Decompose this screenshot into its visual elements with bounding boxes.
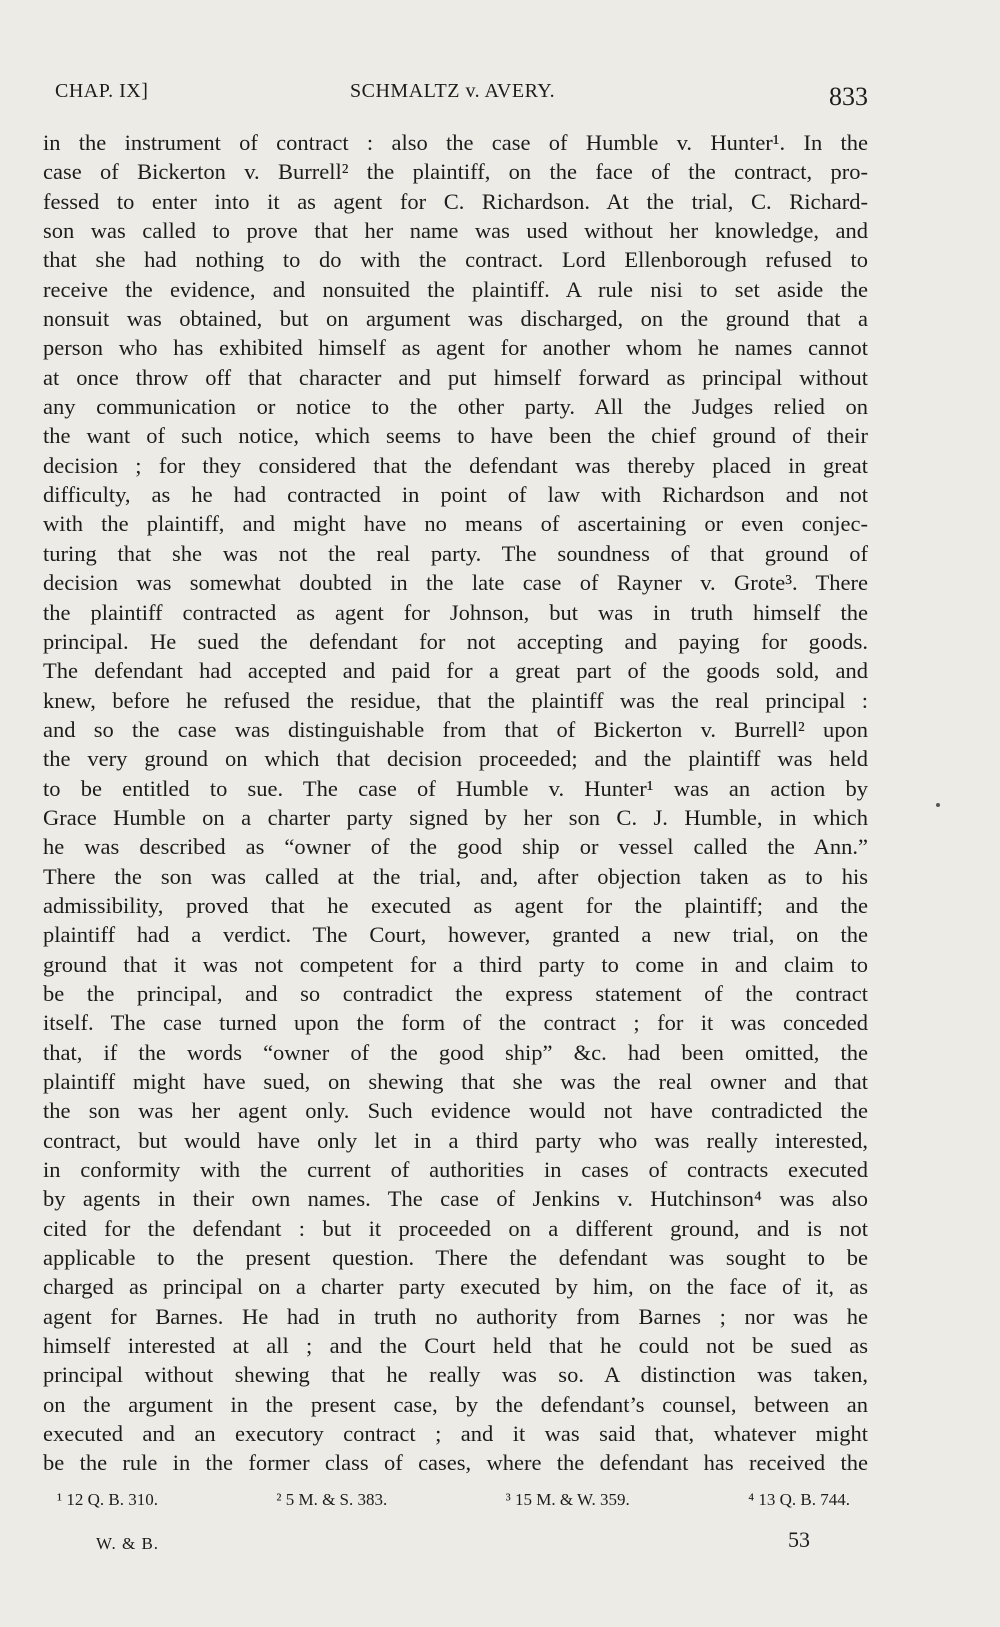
footnotes	[57, 1490, 850, 1514]
text-line: and so the case was distinguishable from that of Bickerton v. Burrell² upon	[43, 716, 868, 742]
text-line: on the argument in the present case, by the defendant’s counsel, between an	[43, 1391, 868, 1417]
text-line: that she had nothing to do with the contract. Lord Ellenborough refused to	[43, 247, 868, 273]
text-line: he was described as “owner of the good ship or vessel called the Ann.”	[43, 834, 868, 860]
text-line: difficulty, as he had contracted in point of law with Richardson and not	[43, 482, 868, 508]
body-text	[43, 128, 868, 1478]
text-line: principal. He sued the defendant for not accepting and paying for goods.	[43, 628, 868, 654]
text-line: nonsuit was obtained, but on argument was discharged, on the ground that a	[43, 306, 868, 332]
text-line: with the plaintiff, and might have no means of ascertaining or even conjec-	[43, 511, 868, 537]
footnote: ⁴ 13 Q. B. 744.	[748, 1490, 850, 1509]
chapter-label: CHAP. IX]	[55, 80, 149, 102]
text-line: the son was her agent only. Such evidence would not have contradicted the	[43, 1098, 868, 1124]
text-line: the very ground on which that decision proceeded; and the plaintiff was held	[43, 746, 868, 772]
text-line: admissibility, proved that he executed as agent for the plaintiff; and the	[43, 892, 868, 918]
text-line: decision was somewhat doubted in the late case of Rayner v. Grote³. There	[43, 570, 868, 596]
text-line: case of Bickerton v. Burrell² the plaintiff, on the face of the contract, pro-	[43, 159, 868, 185]
text-line: be the principal, and so contradict the express statement of the contract	[43, 980, 868, 1006]
text-line: receive the evidence, and nonsuited the plaintiff. A rule nisi to set aside the	[43, 276, 868, 302]
text-line: son was called to prove that her name was used without her knowledge, and	[43, 218, 868, 244]
text-line: person who has exhibited himself as agent for another whom he names cannot	[43, 335, 868, 361]
text-line: in the instrument of contract : also the case of Humble v. Hunter¹. In the	[43, 130, 868, 155]
text-line: agent for Barnes. He had in truth no authority from Barnes ; nor was he	[43, 1303, 868, 1329]
footnote: ³ 15 M. & W. 359.	[505, 1490, 630, 1509]
text-line: fessed to enter into it as agent for C. Richardson. At the trial, C. Richard-	[43, 188, 868, 214]
text-line: at once throw off that character and put himself forward as principal without	[43, 364, 868, 390]
text-line: decision ; for they considered that the defendant was thereby placed in great	[43, 452, 868, 478]
text-line: the plaintiff contracted as agent for Johnson, but was in truth himself the	[43, 599, 868, 625]
text-line: that, if the words “owner of the good ship” &c. had been omitted, the	[43, 1039, 868, 1065]
text-line: turing that she was not the real party. The soundness of that ground of	[43, 540, 868, 566]
signature-mark: 53	[788, 1527, 810, 1552]
text-line: to be entitled to sue. The case of Humble v. Hunter¹ was an action by	[43, 775, 868, 801]
margin-speck	[936, 803, 940, 807]
text-line: any communication or notice to the other party. All the Judges relied on	[43, 394, 868, 420]
text-line: charged as principal on a charter party executed by him, on the face of it, as	[43, 1274, 868, 1300]
text-line: applicable to the present question. There the defendant was sought to be	[43, 1245, 868, 1271]
text-line: knew, before he refused the residue, that the plaintiff was the real principal :	[43, 687, 868, 713]
text-line: be the rule in the former class of cases, where the defendant has received the	[43, 1450, 868, 1476]
text-line: ground that it was not competent for a third party to come in and claim to	[43, 951, 868, 977]
text-line: contract, but would have only let in a third party who was really interested,	[43, 1127, 868, 1153]
running-title: SCHMALTZ v. AVERY.	[350, 80, 556, 102]
text-line: the want of such notice, which seems to have been the chief ground of their	[43, 423, 868, 449]
text-line: cited for the defendant : but it proceeded on a different ground, and is not	[43, 1215, 868, 1241]
text-line: The defendant had accepted and paid for a great part of the goods sold, and	[43, 658, 868, 684]
text-line: principal without shewing that he really was so. A distinction was taken,	[43, 1362, 868, 1388]
footnote: ¹ 12 Q. B. 310.	[57, 1490, 158, 1509]
running-header	[55, 68, 868, 111]
page-number: 833	[829, 82, 868, 111]
text-line: Grace Humble on a charter party signed by her son C. J. Humble, in which	[43, 804, 868, 830]
text-line: executed and an executory contract ; and it was said that, whatever might	[43, 1421, 868, 1447]
text-line: himself interested at all ; and the Court held that he could not be sued as	[43, 1333, 868, 1359]
text-line: There the son was called at the trial, and, after objection taken as to his	[43, 863, 868, 889]
text-line: by agents in their own names. The case of Jenkins v. Hutchinson⁴ was also	[43, 1186, 868, 1212]
text-line: itself. The case turned upon the form of the contract ; for it was conceded	[43, 1010, 868, 1036]
printer-mark: W. & B.	[96, 1534, 160, 1553]
text-line: plaintiff might have sued, on shewing that she was the real owner and that	[43, 1069, 868, 1094]
text-line: in conformity with the current of authorities in cases of contracts executed	[43, 1157, 868, 1183]
text-line: plaintiff had a verdict. The Court, however, granted a new trial, on the	[43, 922, 868, 948]
footnote: ² 5 M. & S. 383.	[276, 1490, 388, 1509]
